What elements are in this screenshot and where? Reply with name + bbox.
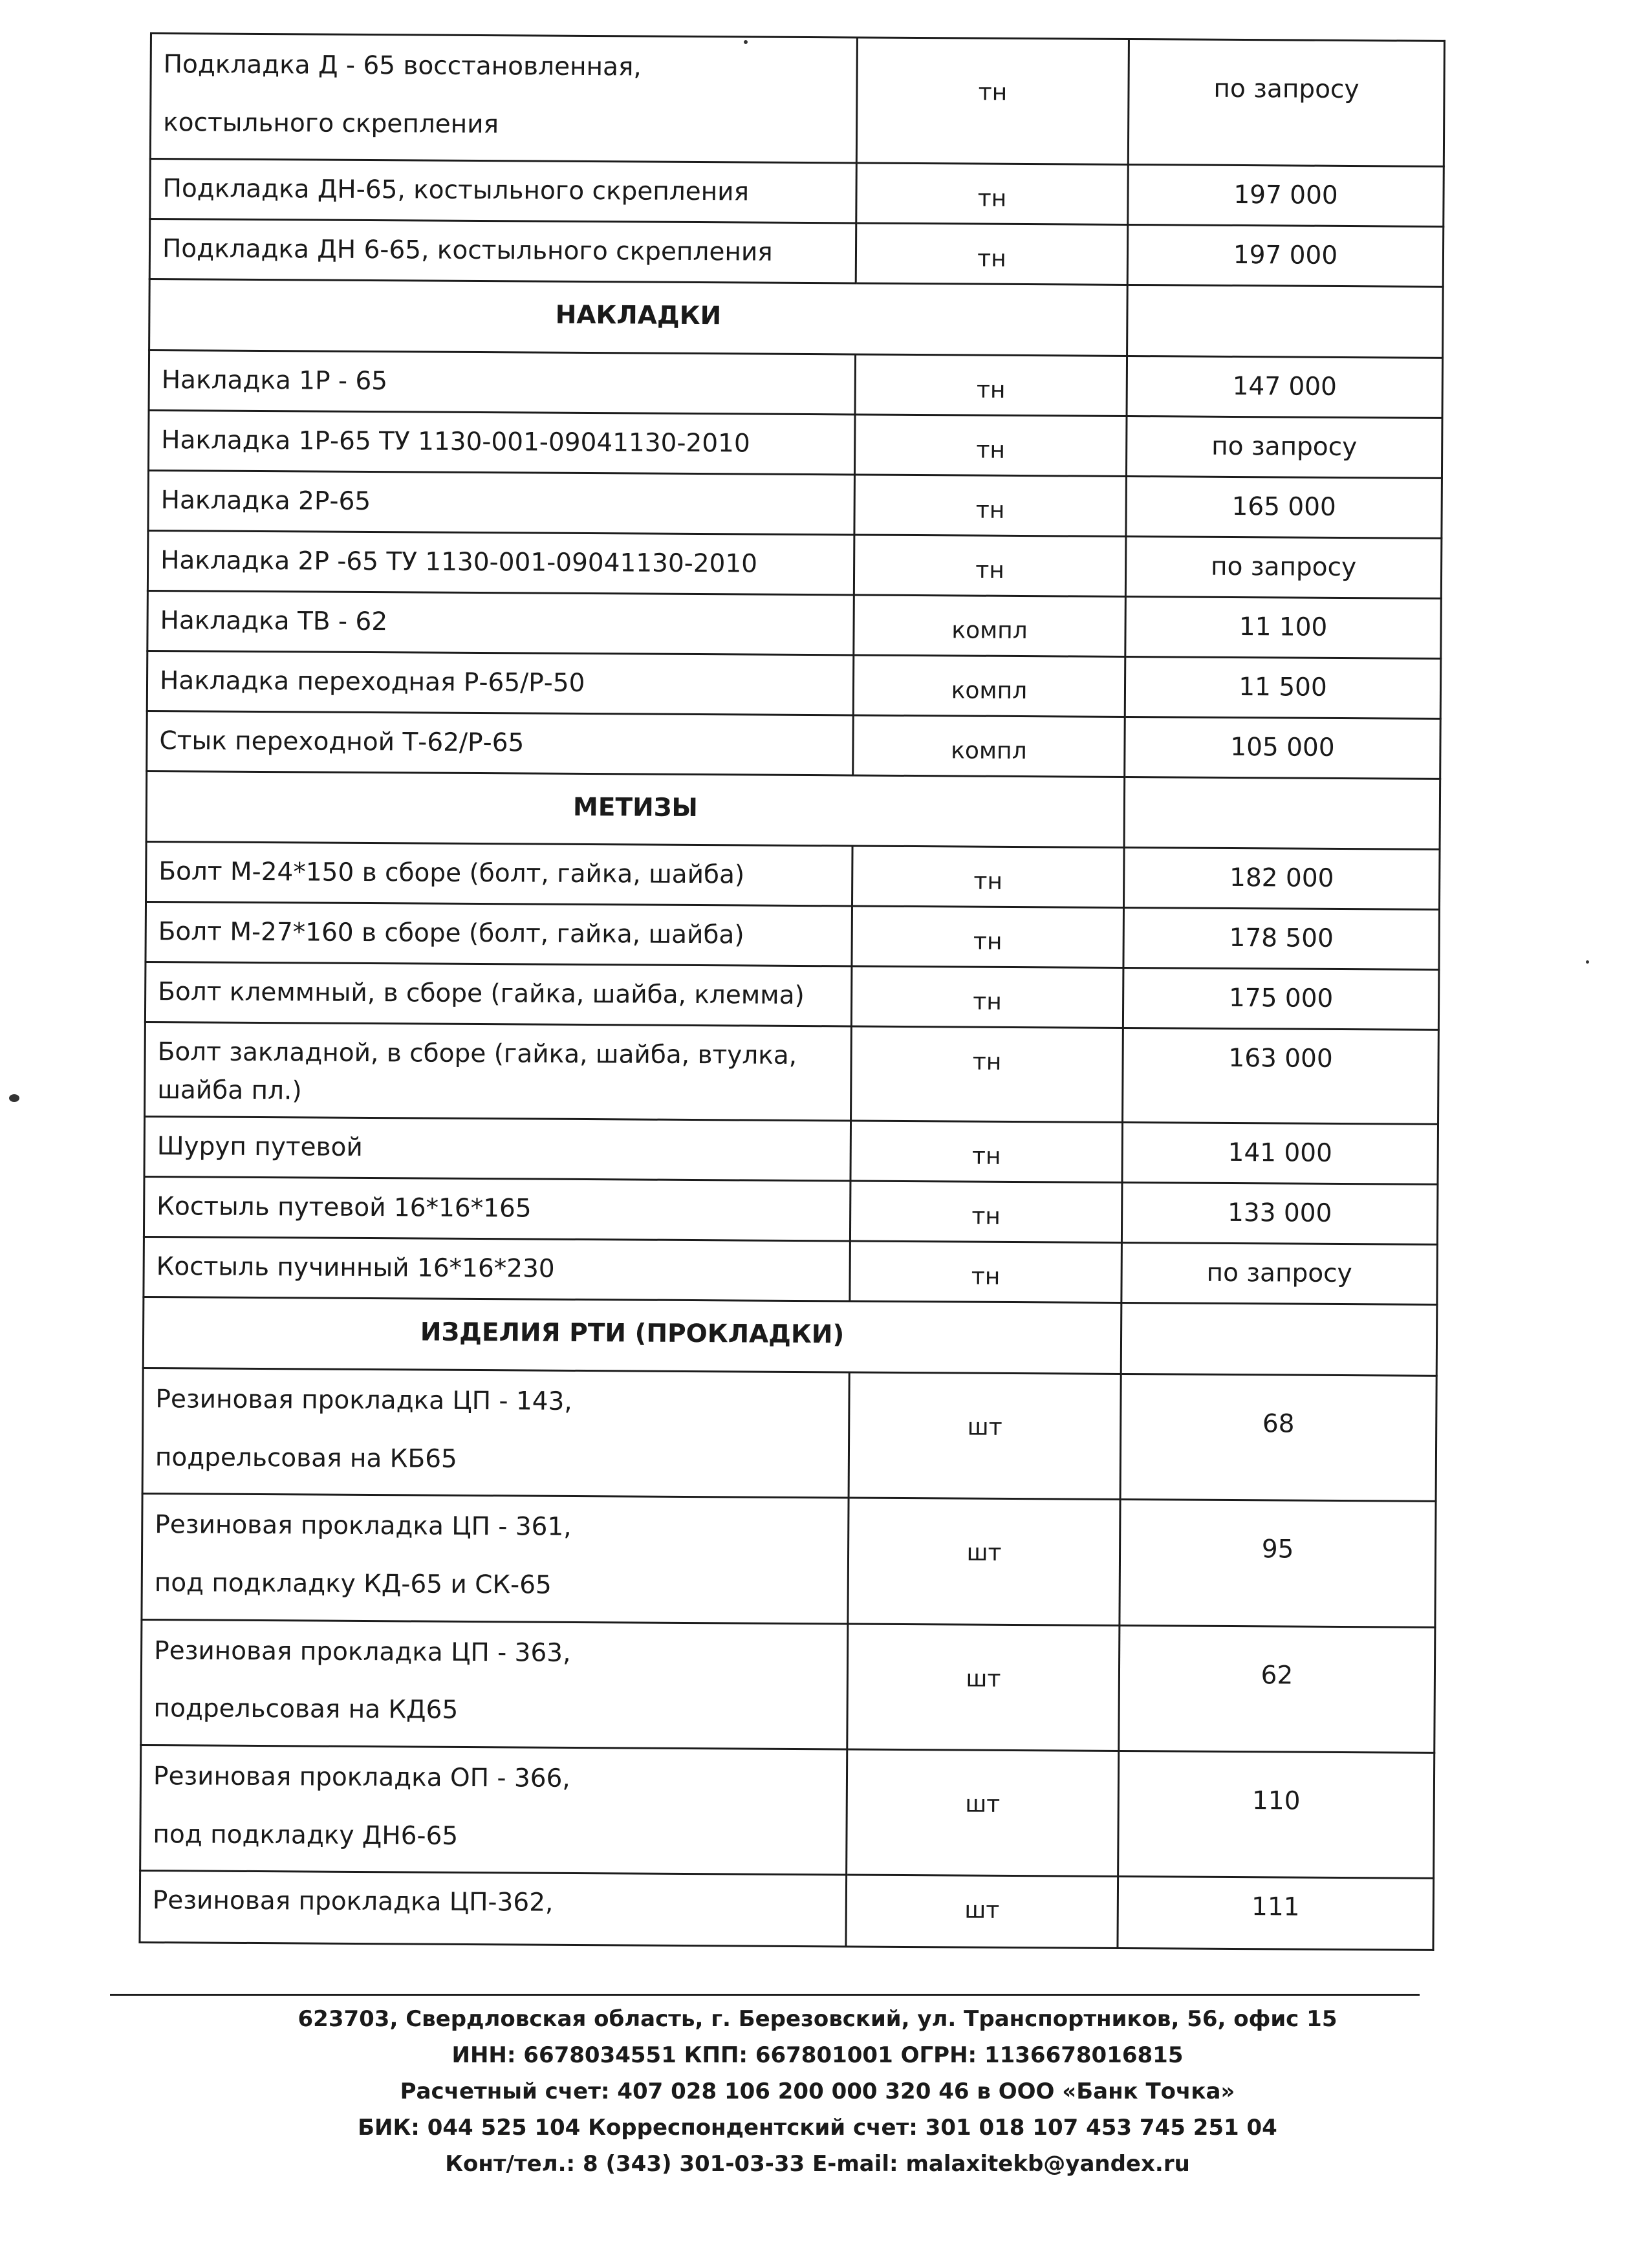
price-cell: 11 100	[1125, 596, 1442, 658]
unit-cell: тн	[850, 1181, 1122, 1242]
item-name-line: Шуруп путевой	[157, 1132, 363, 1163]
price-cell: 163 000	[1123, 1028, 1439, 1125]
item-name-line: Резиновая прокладка ЦП - 143,	[155, 1384, 572, 1416]
price-cell: 165 000	[1126, 476, 1442, 538]
item-name-cell	[145, 1022, 852, 1121]
unit-cell: тн	[851, 1026, 1123, 1122]
price-row	[149, 219, 1444, 287]
unit-cell: тн	[854, 475, 1127, 536]
price-row	[148, 470, 1442, 538]
price-row	[142, 1368, 1436, 1501]
section-empty-cell	[1124, 777, 1440, 849]
unit-cell: тн	[854, 535, 1126, 596]
item-name-line: под подкладку КД-65 и СК-65	[154, 1568, 552, 1600]
item-name-line: шайба пл.)	[157, 1075, 302, 1106]
item-name-cell	[150, 159, 857, 223]
footer-contacts: Конт/тел.: 8 (343) 301-03-33 E-mail: malaxitekb@yandex.ru	[445, 2151, 1190, 2177]
item-name-cell	[147, 711, 854, 775]
item-name-cell	[148, 410, 855, 474]
item-name-line: Накладка 2Р-65	[160, 485, 371, 516]
price-cell: 178 500	[1123, 908, 1440, 970]
item-name-line: Накладка 1Р - 65	[161, 365, 388, 396]
price-cell: 197 000	[1128, 165, 1444, 227]
price-row	[140, 1745, 1435, 1878]
section-empty-cell	[1121, 1303, 1437, 1376]
item-name-cell	[144, 1237, 850, 1301]
item-name-cell	[140, 1745, 847, 1875]
footer-address: 623703, Свердловская область, г. Березовский, ул. Транспортников, 56, офис 15	[298, 2006, 1337, 2032]
item-name-line: Болт клеммный, в сборе (гайка, шайба, клемма)	[158, 977, 805, 1011]
section-empty-cell	[1127, 285, 1444, 358]
price-cell: 95	[1120, 1500, 1436, 1627]
price-cell: 133 000	[1121, 1183, 1438, 1245]
item-name-line: Накладка 1Р-65 ТУ 1130-001-09041130-2010	[161, 425, 750, 459]
item-name-line: Болт М-24*150 в сборе (болт, гайка, шайба)	[158, 857, 745, 890]
unit-cell: тн	[851, 966, 1123, 1028]
price-cell: по запросу	[1126, 416, 1442, 478]
item-name-line: Подкладка Д - 65 восстановленная,	[163, 50, 642, 82]
company-footer	[0, 2001, 1635, 2182]
price-cell: 111	[1118, 1877, 1434, 1950]
unit-cell: шт	[847, 1624, 1120, 1751]
item-name-cell	[144, 1117, 851, 1181]
price-row	[148, 410, 1442, 478]
item-name-line: Болт М-27*160 в сборе (болт, гайка, шайба)	[158, 917, 744, 950]
item-name-line: Костыль пучинный 16*16*230	[156, 1252, 555, 1284]
item-name-cell	[147, 590, 854, 654]
item-name-line: Болт закладной, в сборе (гайка, шайба, втулка,	[157, 1037, 797, 1071]
section-header-row	[149, 279, 1444, 358]
price-row	[140, 1871, 1434, 1950]
item-name-line: Резиновая прокладка ЦП-362,	[152, 1886, 554, 1918]
price-row	[147, 711, 1441, 779]
unit-cell: тн	[852, 846, 1125, 907]
price-cell: 141 000	[1122, 1123, 1438, 1185]
price-table	[138, 32, 1446, 1951]
price-row	[149, 350, 1443, 418]
price-cell: 175 000	[1123, 968, 1439, 1030]
price-cell: 147 000	[1127, 356, 1443, 418]
item-name-cell	[144, 1177, 850, 1241]
item-name-cell	[146, 902, 852, 966]
scan-speck	[744, 40, 748, 44]
unit-cell: шт	[846, 1875, 1118, 1948]
unit-cell: тн	[854, 415, 1127, 476]
price-cell: 68	[1120, 1374, 1436, 1501]
item-name-line: костыльного скрепления	[163, 107, 499, 139]
item-name-line: Стык переходной Т-62/Р-65	[159, 726, 525, 758]
price-row	[150, 159, 1444, 227]
item-name-cell	[147, 651, 854, 715]
unit-cell: шт	[849, 1372, 1121, 1500]
item-name-cell	[149, 350, 856, 414]
footer-divider	[110, 1994, 1420, 1996]
item-name-cell	[147, 530, 854, 594]
item-name-line: Костыль путевой 16*16*165	[157, 1192, 532, 1224]
item-name-line: Накладка переходная Р-65/Р-50	[159, 665, 585, 698]
scan-speck	[1586, 960, 1589, 964]
item-name-cell	[141, 1619, 848, 1749]
item-name-line: под подкладку ДН6-65	[153, 1819, 459, 1851]
section-title: НАКЛАДКИ	[149, 279, 1128, 356]
item-name-cell	[146, 842, 853, 906]
unit-cell: тн	[850, 1121, 1123, 1182]
section-title: МЕТИЗЫ	[146, 771, 1125, 847]
price-cell: по запросу	[1128, 39, 1444, 166]
item-name-cell	[149, 219, 856, 283]
unit-cell: тн	[856, 223, 1128, 285]
item-name-line: Резиновая прокладка ЦП - 361,	[155, 1510, 572, 1542]
price-cell: 62	[1119, 1625, 1435, 1753]
price-cell: 182 000	[1123, 848, 1440, 910]
price-row	[147, 590, 1442, 658]
unit-cell: компл	[853, 715, 1125, 777]
price-row	[142, 1494, 1436, 1627]
price-cell: 110	[1118, 1751, 1435, 1878]
footer-bank-details: БИК: 044 525 104 Корреспондентский счет: 301 018 107 453 745 251 04	[358, 2115, 1277, 2141]
price-row	[145, 1022, 1439, 1125]
unit-cell: тн	[856, 38, 1129, 165]
item-name-line: Подкладка ДН 6-65, костыльного скрепления	[162, 234, 773, 268]
item-name-line: Резиновая прокладка ЦП - 363,	[154, 1636, 571, 1668]
price-row	[147, 651, 1441, 718]
unit-cell: тн	[850, 1241, 1122, 1302]
item-name-line: Подкладка ДН-65, костыльного скрепления	[162, 174, 750, 207]
item-name-cell	[140, 1871, 847, 1947]
unit-cell: компл	[853, 655, 1125, 717]
price-row	[147, 530, 1442, 598]
footer-bank-account: Расчетный счет: 407 028 106 200 000 320 46 в ООО «Банк Точка»	[400, 2079, 1235, 2104]
unit-cell: тн	[855, 354, 1127, 416]
price-cell: по запросу	[1125, 536, 1442, 598]
price-row	[144, 1177, 1438, 1245]
price-row	[145, 962, 1439, 1030]
price-row	[146, 842, 1440, 910]
price-table-body	[140, 34, 1444, 1950]
price-row	[150, 34, 1444, 167]
unit-cell: тн	[852, 906, 1124, 967]
unit-cell: тн	[856, 163, 1129, 224]
item-name-cell	[145, 962, 852, 1026]
price-cell: 105 000	[1125, 717, 1441, 779]
unit-cell: компл	[854, 595, 1126, 656]
unit-cell: шт	[848, 1498, 1120, 1625]
item-name-cell	[148, 470, 855, 534]
section-header-row	[146, 771, 1440, 849]
price-cell: 197 000	[1127, 225, 1444, 287]
section-title: ИЗДЕЛИЯ РТИ (ПРОКЛАДКИ)	[143, 1297, 1121, 1374]
item-name-line: Накладка 2Р -65 ТУ 1130-001-09041130-2010	[160, 545, 758, 579]
item-name-line: Резиновая прокладка ОП - 366,	[153, 1762, 570, 1793]
price-cell: 11 500	[1125, 656, 1441, 718]
scan-speck	[9, 1094, 19, 1102]
price-cell: по запросу	[1121, 1243, 1438, 1305]
item-name-line: подрельсовая на КД65	[153, 1694, 459, 1725]
price-row	[146, 902, 1440, 970]
item-name-line: подрельсовая на КБ65	[155, 1442, 457, 1474]
section-header-row	[143, 1297, 1437, 1376]
item-name-cell	[150, 34, 857, 164]
item-name-cell	[142, 1368, 849, 1498]
item-name-cell	[142, 1494, 849, 1624]
unit-cell: шт	[847, 1749, 1119, 1877]
price-row	[144, 1237, 1438, 1305]
price-row	[144, 1117, 1438, 1185]
footer-company-ids: ИНН: 6678034551 КПП: 667801001 ОГРН: 1136678016815	[451, 2042, 1184, 2068]
price-row	[141, 1619, 1435, 1753]
item-name-line: Накладка ТВ - 62	[160, 605, 388, 637]
